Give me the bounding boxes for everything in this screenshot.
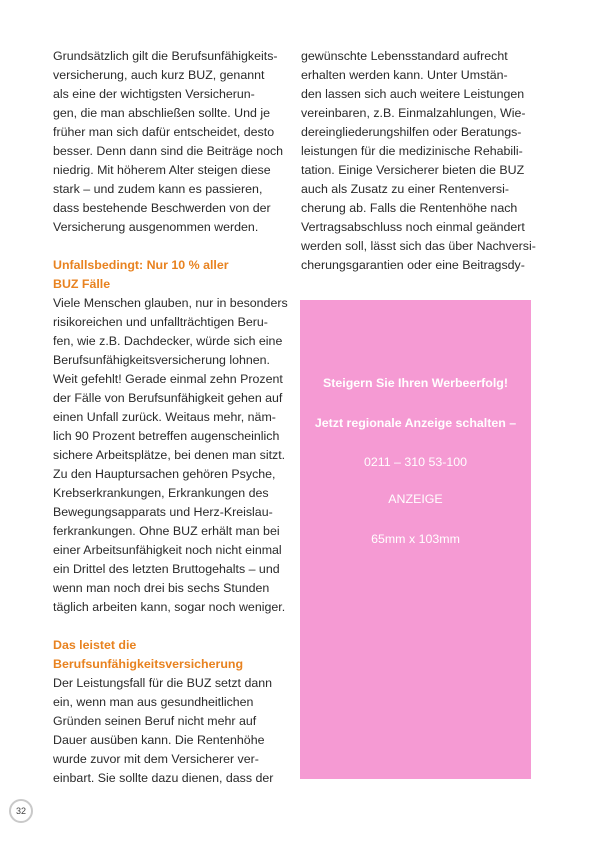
ad-headline: Steigern Sie Ihren Werbeerfolg!	[323, 376, 508, 390]
heading-line: Berufsunfähigkeitsversicherung	[53, 657, 244, 671]
text-line: cherung ab. Falls die Rentenhöhe nach	[301, 201, 518, 215]
right-column	[301, 47, 536, 275]
text-line: ferkrankungen. Ohne BUZ erhält man bei	[53, 524, 280, 538]
text-line: Zu den Hauptursachen gehören Psyche,	[53, 467, 276, 481]
text-line: Dauer ausüben kann. Die Rentenhöhe	[53, 733, 265, 747]
text-line: Berufsunfähigkeitsversicherung lohnen.	[53, 353, 270, 367]
text-line: fen, wie z.B. Dachdecker, würde sich eine	[53, 334, 283, 348]
text-line: niedrig. Mit höherem Alter steigen diese	[53, 163, 271, 177]
paragraph-gap	[53, 237, 285, 256]
text-line: auch als Zusatz zu einer Rentenversi-	[301, 182, 509, 196]
text-line: täglich arbeiten kann, sogar noch weniger.	[53, 600, 286, 614]
text-line: einbart. Sie sollte dazu dienen, dass der	[53, 771, 274, 785]
text-line: gen, die man abschließen sollte. Und je	[53, 106, 270, 120]
text-line: erhalten werden kann. Unter Umstän-	[301, 68, 508, 82]
text-line: besser. Denn dann sind die Beiträge noch	[53, 144, 284, 158]
text-line: Weit gefehlt! Gerade einmal zehn Prozent	[53, 372, 283, 386]
text-line: dereingliederungshilfen oder Beratungs-	[301, 125, 522, 139]
text-line: versicherung, auch kurz BUZ, genannt	[53, 68, 265, 82]
ad-phone: 0211 – 310 53-100	[363, 455, 468, 469]
section-heading-unfall	[53, 256, 285, 294]
section-paragraph-unfall	[53, 294, 288, 617]
text-line: Gründen seinen Beruf nicht mehr auf	[53, 714, 257, 728]
text-line: wenn man noch drei bis sechs Stunden	[53, 581, 270, 595]
text-line: risikoreichen und unfallträchtigen Beru-	[53, 315, 268, 329]
text-line: cherungsgarantien oder eine Beitragsdy-	[301, 258, 525, 272]
text-line: lich 90 Prozent betreffen augenscheinlich	[53, 429, 280, 443]
text-line: Grundsätzlich gilt die Berufsunfähigkeits-	[53, 49, 278, 63]
page-number: 32	[9, 799, 33, 823]
section-paragraph-leistung	[53, 674, 285, 788]
text-line: tation. Einige Versicherer bieten die BUZ	[301, 163, 525, 177]
text-line: einen Unfall zurück. Weitaus mehr, näm-	[53, 410, 276, 424]
text-line: vereinbaren, z.B. Einmalzahlungen, Wie-	[301, 106, 526, 120]
text-line: Krebserkrankungen, Erkrankungen des	[53, 486, 269, 500]
text-line: Versicherung ausgenommen werden.	[53, 220, 259, 234]
heading-line: Das leistet die	[53, 638, 137, 652]
ad-label: ANZEIGE	[388, 492, 443, 506]
text-line: Der Leistungsfall für die BUZ setzt dann	[53, 676, 273, 690]
text-line: ein, wenn man aus gesundheitlichen	[53, 695, 254, 709]
ad-subline: Jetzt regionale Anzeige schalten –	[314, 416, 517, 430]
left-column	[53, 47, 288, 788]
text-line: Bewegungsapparats und Herz-Kreislau-	[53, 505, 273, 519]
text-line: dass bestehende Beschwerden von der	[53, 201, 271, 215]
heading-line: Unfallsbedingt: Nur 10 % aller	[53, 258, 229, 272]
heading-line: BUZ Fälle	[53, 277, 111, 291]
text-line: als eine der wichtigsten Versicherun-	[53, 87, 255, 101]
ad-size: 65mm x 103mm	[371, 532, 460, 546]
text-line: früher man sich dafür entscheidet, desto	[53, 125, 275, 139]
intro-paragraph	[53, 47, 285, 237]
text-line: einer Arbeitsunfähigkeit noch nicht einmal	[53, 543, 282, 557]
ad-placeholder[interactable]	[300, 300, 531, 779]
text-line: ein Drittel des letzten Bruttogehalts – und	[53, 562, 280, 576]
text-line: werden soll, lässt sich das über Nachversi-	[301, 239, 536, 253]
section-heading-leistung	[53, 636, 285, 674]
text-line: Vertragsabschluss noch einmal geändert	[301, 220, 525, 234]
text-line: gewünschte Lebensstandard aufrecht	[301, 49, 508, 63]
text-line: den lassen sich auch weitere Leistungen	[301, 87, 525, 101]
text-line: wurde zuvor mit dem Versicherer ver-	[53, 752, 259, 766]
text-line: Viele Menschen glauben, nur in besonders	[53, 296, 288, 310]
text-line: sichere Arbeitsplätze, bei denen man sitzt.	[53, 448, 286, 462]
text-line: der Fälle von Berufsunfähigkeit gehen auf	[53, 391, 283, 405]
text-line: leistungen für die medizinische Rehabili-	[301, 144, 523, 158]
paragraph-gap	[53, 617, 285, 636]
text-line: stark – und zudem kann es passieren,	[53, 182, 263, 196]
